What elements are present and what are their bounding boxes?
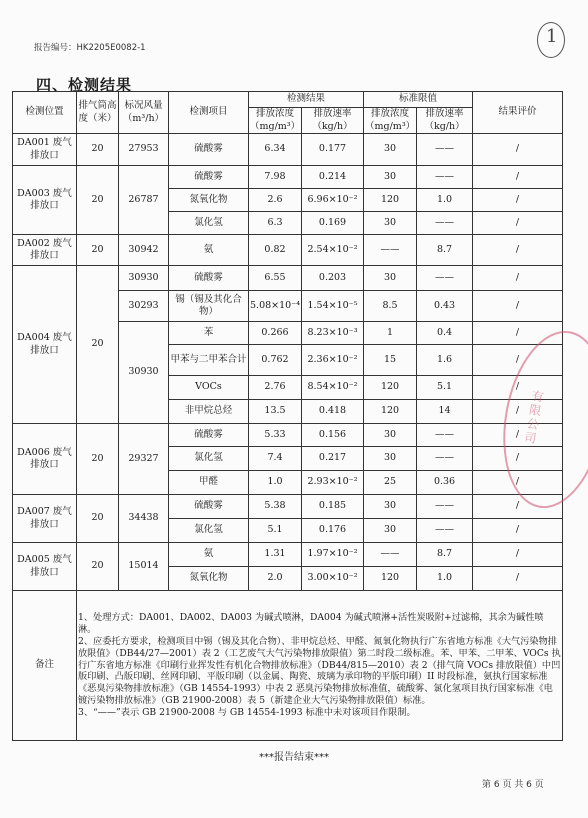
cell-flow: 27953 [119,134,169,166]
cell-item: 硫酸雾 [169,266,249,291]
cell-limit-rate: —— [417,134,473,166]
cell-limit-conc: —— [364,235,417,266]
cell-flow: 30930 [119,266,169,291]
page-number: 第 6 页 共 6 页 [482,780,544,790]
table-row [13,235,563,266]
cell-rate: 1.54×10⁻⁵ [302,291,364,322]
cell-eval: / [473,519,563,543]
cell-conc: 2.6 [249,189,302,212]
cell-limit-rate: 0.36 [417,471,473,495]
cell-item: 氯化氢 [169,212,249,235]
header-results-group: 检测结果 [249,92,364,108]
cell-rate: 0.214 [302,166,364,189]
cell-conc: 1.31 [249,543,302,567]
cell-limit-rate: 0.43 [417,291,473,322]
notes-content [77,591,563,741]
cell-eval: / [473,189,563,212]
cell-limit-rate: —— [417,519,473,543]
note-1: 1、处理方式：DA001、DA002、DA003 为碱式喷淋，DA004 为碱式喷淋+活性炭吸附+过滤棉，其余为碱性喷淋。 [78,611,544,635]
cell-rate: 2.93×10⁻² [302,471,364,495]
note-2: 2、应委托方要求，检测项目中锡（锡及其化合物）、非甲烷总烃、甲醛、氮氧化物执行广东省地方标准《大气污染物排放限值》（DB44/27—2001）表 2（工艺废气大气污染物排放限值）第二时段二级标准。苯、甲苯、二甲苯、VOCs 执行广东省地方标准《印刷行业挥发性有机化合物排放标准》（DB44/815—2010）表 2（排气筒 VOCs 排放限值）中凹版印刷、凸版印刷、丝网印刷、平版印刷（以金属、陶瓷、玻璃为承印物的平版印刷）II 时段标准，氨执行国家标准《恶臭污染物排放标准》（GB 14554-1993）中表 2 恶臭污染物排放标准值，硫酸雾、氯化氢项目执行国家标准《电镀污染物排放标准》（GB 21900-2008）表 5（新建企业大气污染物排放限值）标准。 [78,635,561,707]
cell-limit-conc: 120 [364,400,417,424]
cell-limit-rate: —— [417,212,473,235]
cell-eval: / [473,471,563,495]
cell-rate: 0.185 [302,495,364,519]
cell-conc: 7.4 [249,447,302,471]
header-limit-conc: 排放浓度（mg/m³） [365,108,416,132]
section-title: 四、检测结果 [36,76,133,94]
cell-rate: 6.96×10⁻² [302,189,364,212]
cell-height: 20 [77,424,119,495]
cell-limit-conc: 30 [364,266,417,291]
cell-item: 非甲烷总烃 [169,400,249,424]
cell-eval: / [473,166,563,189]
cell-limit-conc: 30 [364,424,417,447]
cell-flow: 30930 [119,322,169,424]
cell-limit-rate: —— [417,166,473,189]
header-conc: 排放浓度（mg/m³） [250,108,301,132]
cell-rate: 3.00×10⁻² [302,567,364,591]
cell-conc: 0.82 [249,235,302,266]
cell-limit-conc: 120 [364,376,417,400]
cell-conc: 13.5 [249,400,302,424]
cell-conc: 7.98 [249,166,302,189]
note-3: 3、“——”表示 GB 21900-2008 与 GB 14554-1993 标准中未对该项目作限制。 [78,707,416,719]
notes-label: 备注 [13,591,77,741]
cell-limit-rate: 0.4 [417,322,473,345]
cell-item: 苯 [169,322,249,345]
cell-limit-rate: 1.0 [417,189,473,212]
cell-eval: / [473,345,563,376]
header-evaluation: 结果评价 [473,92,563,134]
cell-height: 20 [77,166,119,235]
handwritten-mark: 1 [546,26,558,47]
cell-limit-rate: 14 [417,400,473,424]
cell-limit-conc: 120 [364,567,417,591]
cell-rate: 0.177 [302,134,364,166]
cell-item: 氮氧化物 [169,189,249,212]
cell-conc: 1.0 [249,471,302,495]
cell-limit-conc: 30 [364,495,417,519]
cell-height: 20 [77,543,119,591]
cell-rate: 1.97×10⁻² [302,543,364,567]
cell-rate: 0.418 [302,400,364,424]
cell-rate: 8.54×10⁻² [302,376,364,400]
cell-item: 甲苯与二甲苯合计 [169,345,249,376]
cell-item: 硫酸雾 [169,495,249,519]
cell-limit-rate: —— [417,495,473,519]
cell-eval: / [473,235,563,266]
cell-conc: 0.762 [249,345,302,376]
header-location: 检测位置 [13,92,77,134]
notes-row [13,591,563,741]
cell-limit-conc: 30 [364,519,417,543]
table-row [13,495,563,519]
table-row [13,266,563,291]
cell-rate: 0.156 [302,424,364,447]
cell-limit-conc: —— [364,543,417,567]
cell-eval: / [473,495,563,519]
cell-conc: 6.55 [249,266,302,291]
cell-item: 氯化氢 [169,519,249,543]
cell-conc: 2.76 [249,376,302,400]
cell-conc: 5.1 [249,519,302,543]
cell-location: DA006 废气排放口 [13,424,77,495]
cell-location: DA004 废气排放口 [13,266,77,424]
table-row [13,543,563,567]
cell-rate: 0.217 [302,447,364,471]
cell-location: DA005 废气排放口 [13,543,77,591]
cell-limit-conc: 120 [364,189,417,212]
cell-eval: / [473,424,563,447]
table-row [13,134,563,166]
cell-rate: 0.203 [302,266,364,291]
cell-limit-conc: 8.5 [364,291,417,322]
cell-rate: 8.23×10⁻³ [302,322,364,345]
cell-conc: 0.266 [249,322,302,345]
results-table [12,91,563,741]
cell-item: 硫酸雾 [169,134,249,166]
header-item: 检测项目 [169,92,249,134]
cell-flow: 15014 [119,543,169,591]
cell-eval: / [473,567,563,591]
header-airflow: 标况风量（m³/h） [119,92,169,134]
cell-limit-conc: 1 [364,322,417,345]
cell-eval: / [473,543,563,567]
cell-flow: 29327 [119,424,169,495]
cell-location: DA001 废气排放口 [13,134,77,166]
cell-eval: / [473,212,563,235]
cell-conc: 6.34 [249,134,302,166]
header-limit-group: 标准限值 [364,92,473,108]
report-end: ***报告结束*** [259,752,329,763]
cell-limit-conc: 30 [364,447,417,471]
header-limit-rate: 排放速率（kg/h） [417,108,473,134]
cell-item: 氯化氢 [169,447,249,471]
cell-conc: 5.33 [249,424,302,447]
cell-item: 甲醛 [169,471,249,495]
cell-item: 氨 [169,543,249,567]
cell-limit-rate: —— [417,447,473,471]
cell-item: VOCs [169,376,249,400]
cell-limit-conc: 30 [364,212,417,235]
cell-item: 氮氧化物 [169,567,249,591]
cell-eval: / [473,400,563,424]
cell-rate: 2.54×10⁻² [302,235,364,266]
cell-flow: 26787 [119,166,169,235]
cell-limit-conc: 30 [364,166,417,189]
report-number: 报告编号：HK2205E0082-1 [34,43,146,53]
cell-limit-rate: 8.7 [417,235,473,266]
cell-item: 硫酸雾 [169,166,249,189]
cell-rate: 0.176 [302,519,364,543]
cell-height: 20 [77,266,119,424]
cell-rate: 0.169 [302,212,364,235]
cell-flow: 34438 [119,495,169,543]
cell-height: 20 [77,495,119,543]
cell-flow: 30293 [119,291,169,322]
cell-limit-rate: 1.6 [417,345,473,376]
header-rate: 排放速率（kg/h） [302,108,364,134]
cell-item: 氨 [169,235,249,266]
cell-location: DA003 废气排放口 [13,166,77,235]
cell-item: 锡（锡及其化合物） [169,291,249,322]
cell-eval: / [473,266,563,291]
table-row [13,424,563,447]
cell-limit-conc: 15 [364,345,417,376]
cell-location: DA007 废气排放口 [13,495,77,543]
cell-eval: / [473,376,563,400]
header-height: 排气筒高度（米） [77,92,119,134]
cell-rate: 2.36×10⁻² [302,345,364,376]
cell-limit-rate: 8.7 [417,543,473,567]
cell-eval: / [473,447,563,471]
cell-limit-conc: 25 [364,471,417,495]
cell-conc: 6.3 [249,212,302,235]
cell-flow: 30942 [119,235,169,266]
cell-height: 20 [77,134,119,166]
stamp-text: 有限公司 [523,388,545,446]
cell-conc: 2.0 [249,567,302,591]
cell-eval: / [473,291,563,322]
cell-limit-conc: 30 [364,134,417,166]
cell-item: 硫酸雾 [169,424,249,447]
cell-conc: 5.38 [249,495,302,519]
cell-limit-rate: —— [417,424,473,447]
cell-location: DA002 废气排放口 [13,235,77,266]
cell-limit-rate: 5.1 [417,376,473,400]
cell-eval: / [473,134,563,166]
cell-height: 20 [77,235,119,266]
cell-eval: / [473,322,563,345]
cell-limit-rate: 1.0 [417,567,473,591]
table-row [13,166,563,189]
cell-conc: 5.08×10⁻⁴ [249,291,302,322]
cell-limit-rate: —— [417,266,473,291]
